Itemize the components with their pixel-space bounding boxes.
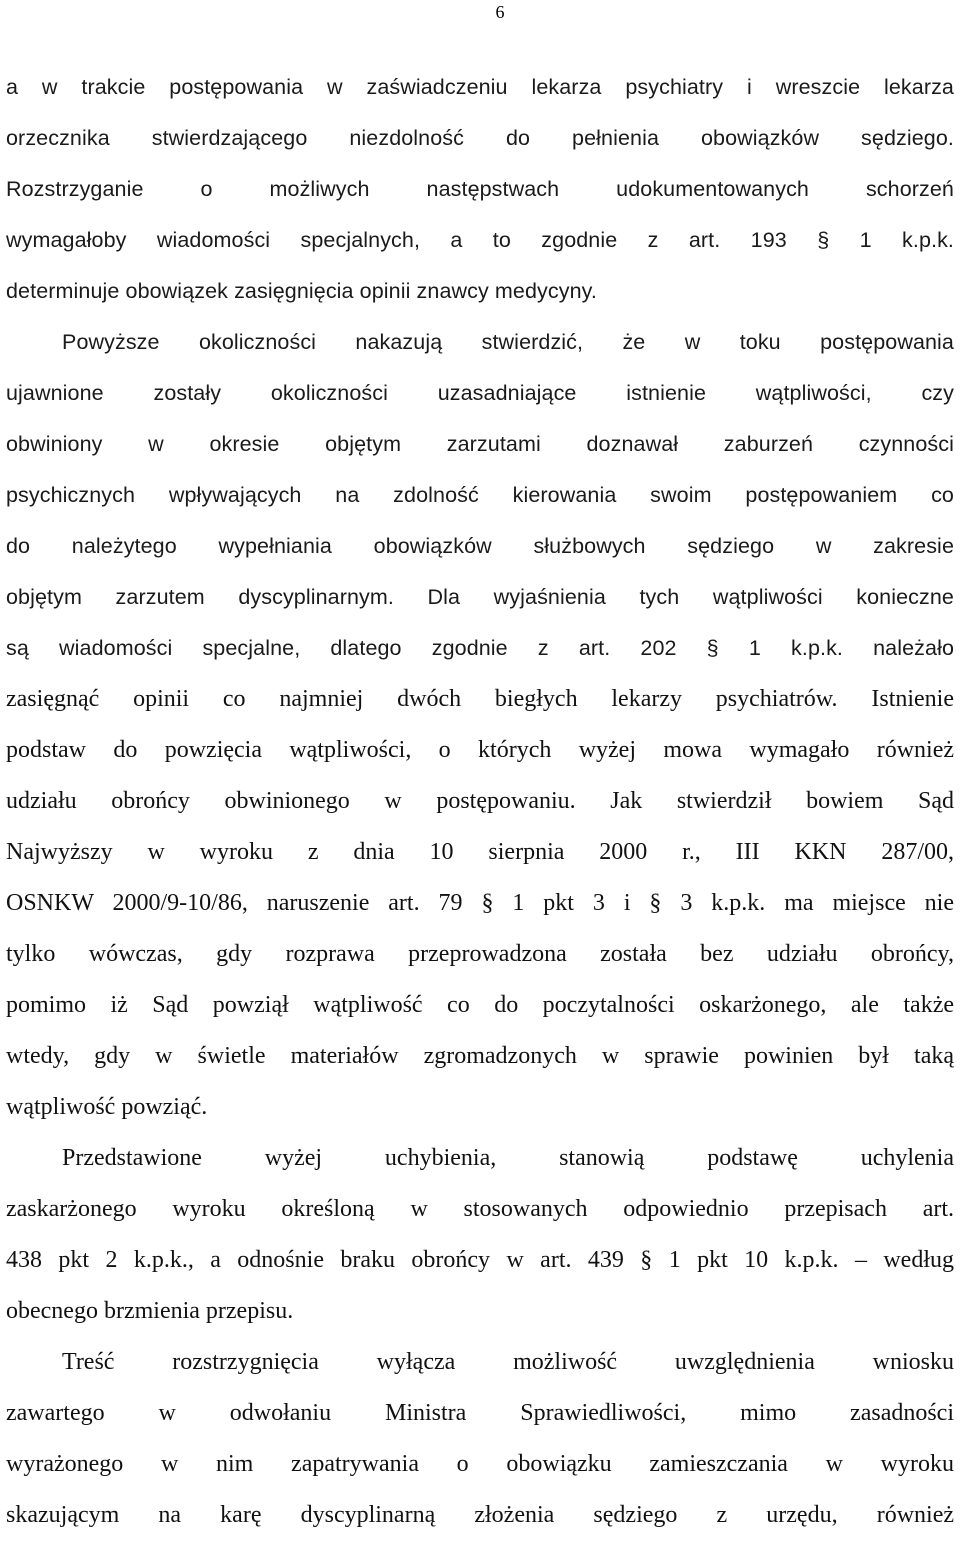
text-line: Powyższe okoliczności nakazują stwierdzić, że w toku postępowania: [62, 330, 954, 354]
text-line: wyrażonego w nim zapatrywania o obowiązku zamieszczania w wyroku: [6, 1451, 954, 1477]
text-line: obwiniony w okresie objętym zarzutami doznawał zaburzeń czynności: [6, 432, 954, 456]
text-line: orzecznika stwierdzającego niezdolność do pełnienia obowiązków sędziego.: [6, 126, 954, 150]
document-body: [6, 62, 954, 1541]
text-line: objętym zarzutem dyscyplinarnym. Dla wyjaśnienia tych wątpliwości konieczne: [6, 585, 954, 609]
text-line: 438 pkt 2 k.p.k., a odnośnie braku obrońcy w art. 439 § 1 pkt 10 k.p.k. – według: [6, 1247, 954, 1273]
page-number-text: 6: [495, 2, 505, 22]
page-number: [0, 0, 960, 24]
text-line: do należytego wypełniania obowiązków służbowych sędziego w zakresie: [6, 534, 954, 558]
text-line: OSNKW 2000/9-10/86, naruszenie art. 79 § 1 pkt 3 i § 3 k.p.k. ma miejsce nie: [6, 890, 954, 916]
paragraph-2: [6, 317, 954, 1133]
text-line: Najwyższy w wyroku z dnia 10 sierpnia 2000 r., III KKN 287/00,: [6, 839, 954, 865]
paragraph-1: [6, 62, 954, 317]
text-line: wtedy, gdy w świetle materiałów zgromadzonych w sprawie powinien był taką: [6, 1043, 954, 1069]
text-line: wymagałoby wiadomości specjalnych, a to zgodnie z art. 193 § 1 k.p.k.: [6, 228, 954, 252]
text-line: Rozstrzyganie o możliwych następstwach udokumentowanych schorzeń: [6, 177, 954, 201]
paragraph-4: [6, 1337, 954, 1541]
text-line: determinuje obowiązek zasięgnięcia opinii znawcy medycyny.: [6, 279, 597, 303]
text-line: Treść rozstrzygnięcia wyłącza możliwość uwzględnienia wniosku: [62, 1349, 954, 1375]
text-line: są wiadomości specjalne, dlatego zgodnie z art. 202 § 1 k.p.k. należało: [6, 636, 954, 660]
text-line: zasięgnąć opinii co najmniej dwóch biegłych lekarzy psychiatrów. Istnienie: [6, 686, 954, 712]
text-line: a w trakcie postępowania w zaświadczeniu lekarza psychiatry i wreszcie lekarza: [6, 75, 954, 99]
text-line: tylko wówczas, gdy rozprawa przeprowadzona została bez udziału obrońcy,: [6, 941, 954, 967]
text-line: ujawnione zostały okoliczności uzasadniające istnienie wątpliwości, czy: [6, 381, 954, 405]
text-line: Przedstawione wyżej uchybienia, stanowią podstawę uchylenia: [62, 1145, 954, 1171]
text-line: skazującym na karę dyscyplinarną złożenia sędziego z urzędu, również: [6, 1502, 954, 1528]
text-line: udziału obrońcy obwinionego w postępowaniu. Jak stwierdził bowiem Sąd: [6, 788, 954, 814]
text-line: pomimo iż Sąd powziął wątpliwość co do poczytalności oskarżonego, ale także: [6, 992, 954, 1018]
text-line: psychicznych wpływających na zdolność kierowania swoim postępowaniem co: [6, 483, 954, 507]
text-line: obecnego brzmienia przepisu.: [6, 1298, 294, 1324]
text-line: wątpliwość powziąć.: [6, 1094, 208, 1120]
paragraph-3: [6, 1133, 954, 1337]
text-line: zawartego w odwołaniu Ministra Sprawiedliwości, mimo zasadności: [6, 1400, 954, 1426]
text-line: podstaw do powzięcia wątpliwości, o których wyżej mowa wymagało również: [6, 737, 954, 763]
text-line: zaskarżonego wyroku określoną w stosowanych odpowiednio przepisach art.: [6, 1196, 954, 1222]
